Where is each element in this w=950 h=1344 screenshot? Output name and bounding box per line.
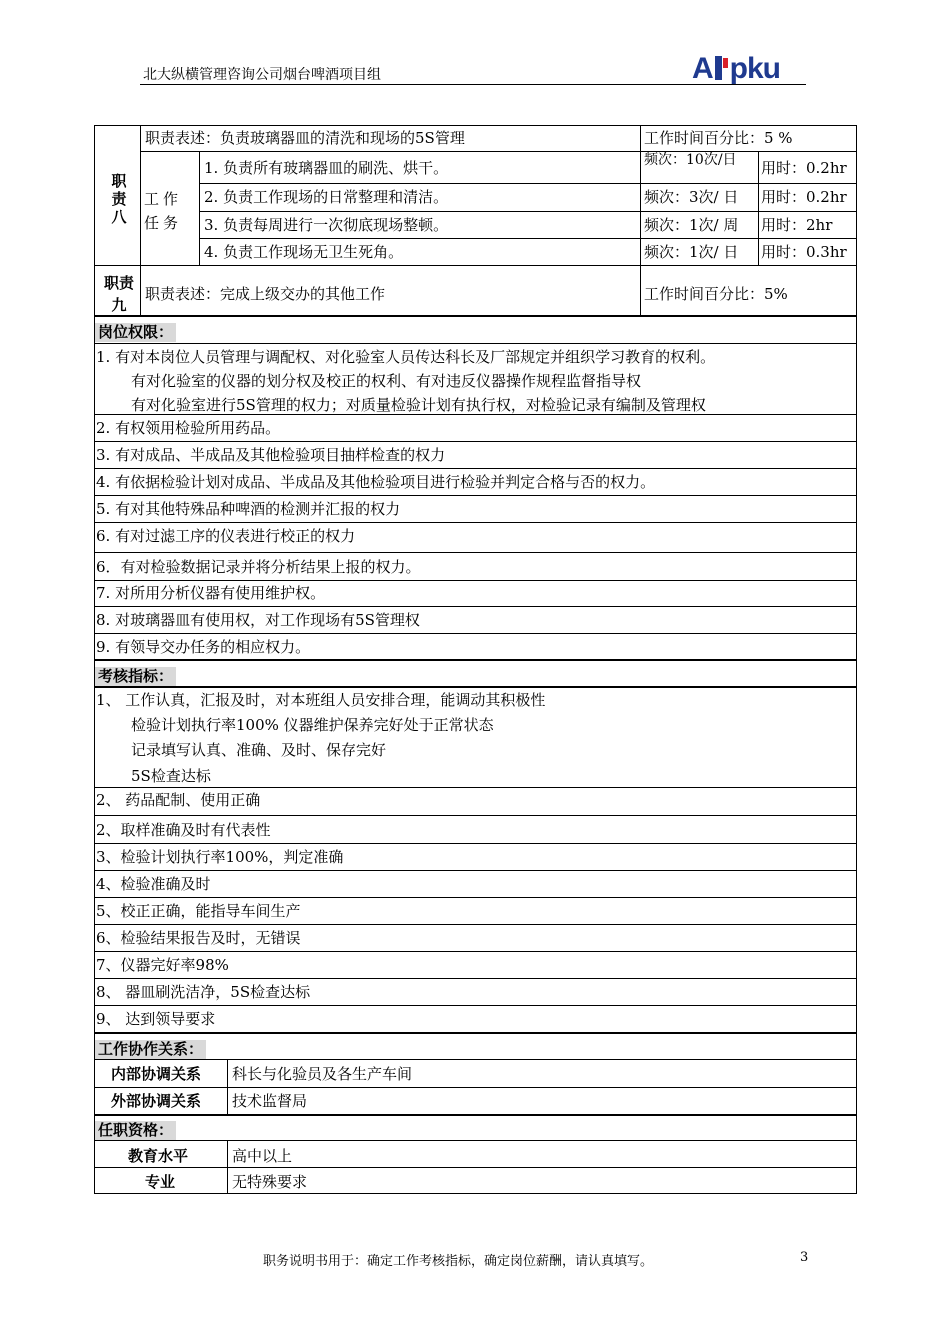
assessment-item: 3、检验计划执行率100%，判定准确: [96, 848, 344, 866]
divider: [199, 211, 857, 212]
duty9-time-percent: 工作时间百分比：5%: [644, 285, 788, 303]
logo-letter-a: A: [692, 52, 713, 85]
authority-item: 9. 有领导交办任务的相应权力。: [96, 638, 311, 656]
authority-title: 岗位权限：: [95, 323, 176, 342]
assessment-item: 记录填写认真、准确、及时、保存完好: [131, 741, 387, 759]
divider: [199, 238, 857, 239]
divider: [140, 151, 857, 152]
divider: [94, 633, 857, 634]
assessment-item: 7、仪器完好率98%: [96, 956, 229, 974]
task-text: 2. 负责工作现场的日常整理和清洁。: [204, 188, 449, 206]
education-value: 高中以上: [232, 1147, 293, 1165]
divider: [94, 1059, 857, 1060]
divider: [94, 924, 857, 925]
divider: [199, 183, 857, 184]
divider: [94, 951, 857, 952]
divider: [94, 522, 857, 523]
authority-item: 2. 有权领用检验所用药品。: [96, 419, 281, 437]
divider: [94, 606, 857, 607]
task-frequency: 频次：1次/ 周: [644, 216, 739, 234]
divider: [640, 265, 641, 315]
divider: [94, 580, 857, 581]
divider: [94, 1087, 857, 1088]
external-coordination-label: 外部协调关系: [111, 1092, 202, 1110]
divider: [94, 315, 857, 317]
authority-item: 7. 对所用分析仪器有使用维护权。: [96, 584, 326, 602]
assessment-item: 检验计划执行率100% 仪器维护保养完好处于正常状态: [131, 716, 494, 734]
internal-coordination-value: 科长与化验员及各生产车间: [232, 1065, 413, 1083]
divider: [94, 659, 857, 661]
task-frequency: 频次：10次/日: [644, 152, 737, 168]
divider: [94, 552, 857, 553]
task-text: 1. 负责所有玻璃器皿的刷洗、烘干。: [204, 159, 449, 177]
education-label: 教育水平: [128, 1147, 189, 1165]
duty8-task-label: 工作任务: [144, 190, 183, 232]
divider: [94, 1005, 857, 1006]
task-time: 用时：0.2hr: [761, 188, 847, 206]
authority-item: 3. 有对成品、半成品及其他检验项目抽样检查的权力: [96, 446, 446, 464]
assessment-item: 6、检验结果报告及时，无错误: [96, 929, 301, 947]
task-text: 4. 负责工作现场无卫生死角。: [204, 243, 404, 261]
divider: [758, 151, 759, 265]
assessment-title: 考核指标：: [95, 667, 176, 686]
task-frequency: 频次：1次/ 日: [644, 243, 739, 261]
divider: [94, 843, 857, 844]
divider: [640, 125, 641, 265]
duty9-label: 职责九: [103, 274, 134, 314]
divider: [94, 1140, 857, 1141]
divider: [94, 495, 857, 496]
task-time: 用时：2hr: [761, 216, 833, 234]
authority-item: 有对化验室进行5S管理的权力；对质量检验计划有执行权，对检验记录有编制及管理权: [131, 396, 706, 414]
assessment-item: 2、取样准确及时有代表性: [96, 821, 271, 839]
authority-item: 有对化验室的仪器的划分权及校正的权利、有对违反仪器操作规程监督指导权: [131, 372, 642, 390]
divider: [94, 1114, 857, 1116]
authority-item: 4. 有依据检验计划对成品、半成品及其他检验项目进行检验并判定合格与否的权力。: [96, 473, 656, 491]
divider: [94, 1032, 857, 1034]
divider: [94, 441, 857, 442]
duty8-label: 职责八: [111, 172, 127, 226]
logo-red-mark: [723, 58, 728, 68]
duty8-description: 职责表述：负责玻璃器皿的清洗和现场的5S管理: [145, 129, 465, 147]
divider: [94, 468, 857, 469]
qualification-title: 任职资格：: [95, 1121, 176, 1140]
internal-coordination-label: 内部协调关系: [111, 1065, 202, 1083]
divider: [94, 978, 857, 979]
assessment-item: 1、 工作认真，汇报及时，对本班组人员安排合理，能调动其积极性: [96, 691, 546, 709]
logo-bar: [715, 56, 722, 80]
divider: [94, 870, 857, 871]
divider: [140, 125, 141, 315]
authority-item: 6. 有对过滤工序的仪表进行校正的权力: [96, 527, 356, 545]
authority-item: 5. 有对其他特殊品种啤酒的检测并汇报的权力: [96, 500, 401, 518]
task-frequency: 频次：3次/ 日: [644, 188, 739, 206]
cooperation-title: 工作协作关系：: [95, 1040, 206, 1059]
header-org-text: 北大纵横管理咨询公司烟台啤酒项目组: [143, 67, 381, 83]
assessment-item: 5、校正正确，能指导车间生产: [96, 902, 301, 920]
assessment-item: 9、 达到领导要求: [96, 1010, 216, 1028]
task-time: 用时：0.2hr: [761, 159, 847, 177]
authority-item: 8. 对玻璃器皿有使用权，对工作现场有5S管理权: [96, 611, 420, 629]
duty9-description: 职责表述：完成上级交办的其他工作: [145, 285, 386, 303]
task-time: 用时：0.3hr: [761, 243, 847, 261]
divider: [94, 1167, 857, 1168]
authority-item: 1. 有对本岗位人员管理与调配权、对化验室人员传达科长及厂部规定并组织学习教育的权利。: [96, 348, 716, 366]
divider: [94, 686, 857, 688]
duty8-time-percent: 工作时间百分比：5 %: [644, 129, 793, 147]
divider: [94, 265, 857, 266]
divider: [94, 343, 857, 344]
assessment-item: 4、检验准确及时: [96, 875, 211, 893]
assessment-item: 5S检查达标: [131, 767, 211, 785]
major-label: 专业: [145, 1173, 176, 1191]
divider: [94, 787, 857, 788]
divider: [94, 897, 857, 898]
divider: [94, 815, 857, 816]
major-value: 无特殊要求: [232, 1173, 308, 1191]
authority-item: 6．有对检验数据记录并将分析结果上报的权力。: [96, 558, 421, 576]
page-number: 3: [800, 1250, 809, 1265]
divider: [94, 414, 857, 415]
assessment-item: 2、 药品配制、使用正确: [96, 791, 261, 809]
alpku-logo: [692, 52, 808, 86]
assessment-item: 8、 器皿刷洗洁净，5S检查达标: [96, 983, 311, 1001]
external-coordination-value: 技术监督局: [232, 1092, 308, 1110]
task-text: 3. 负责每周进行一次彻底现场整顿。: [204, 216, 449, 234]
logo-letters-pku: pku: [729, 52, 781, 85]
footer-note: 职务说明书用于：确定工作考核指标，确定岗位薪酬，请认真填写。: [263, 1254, 654, 1269]
